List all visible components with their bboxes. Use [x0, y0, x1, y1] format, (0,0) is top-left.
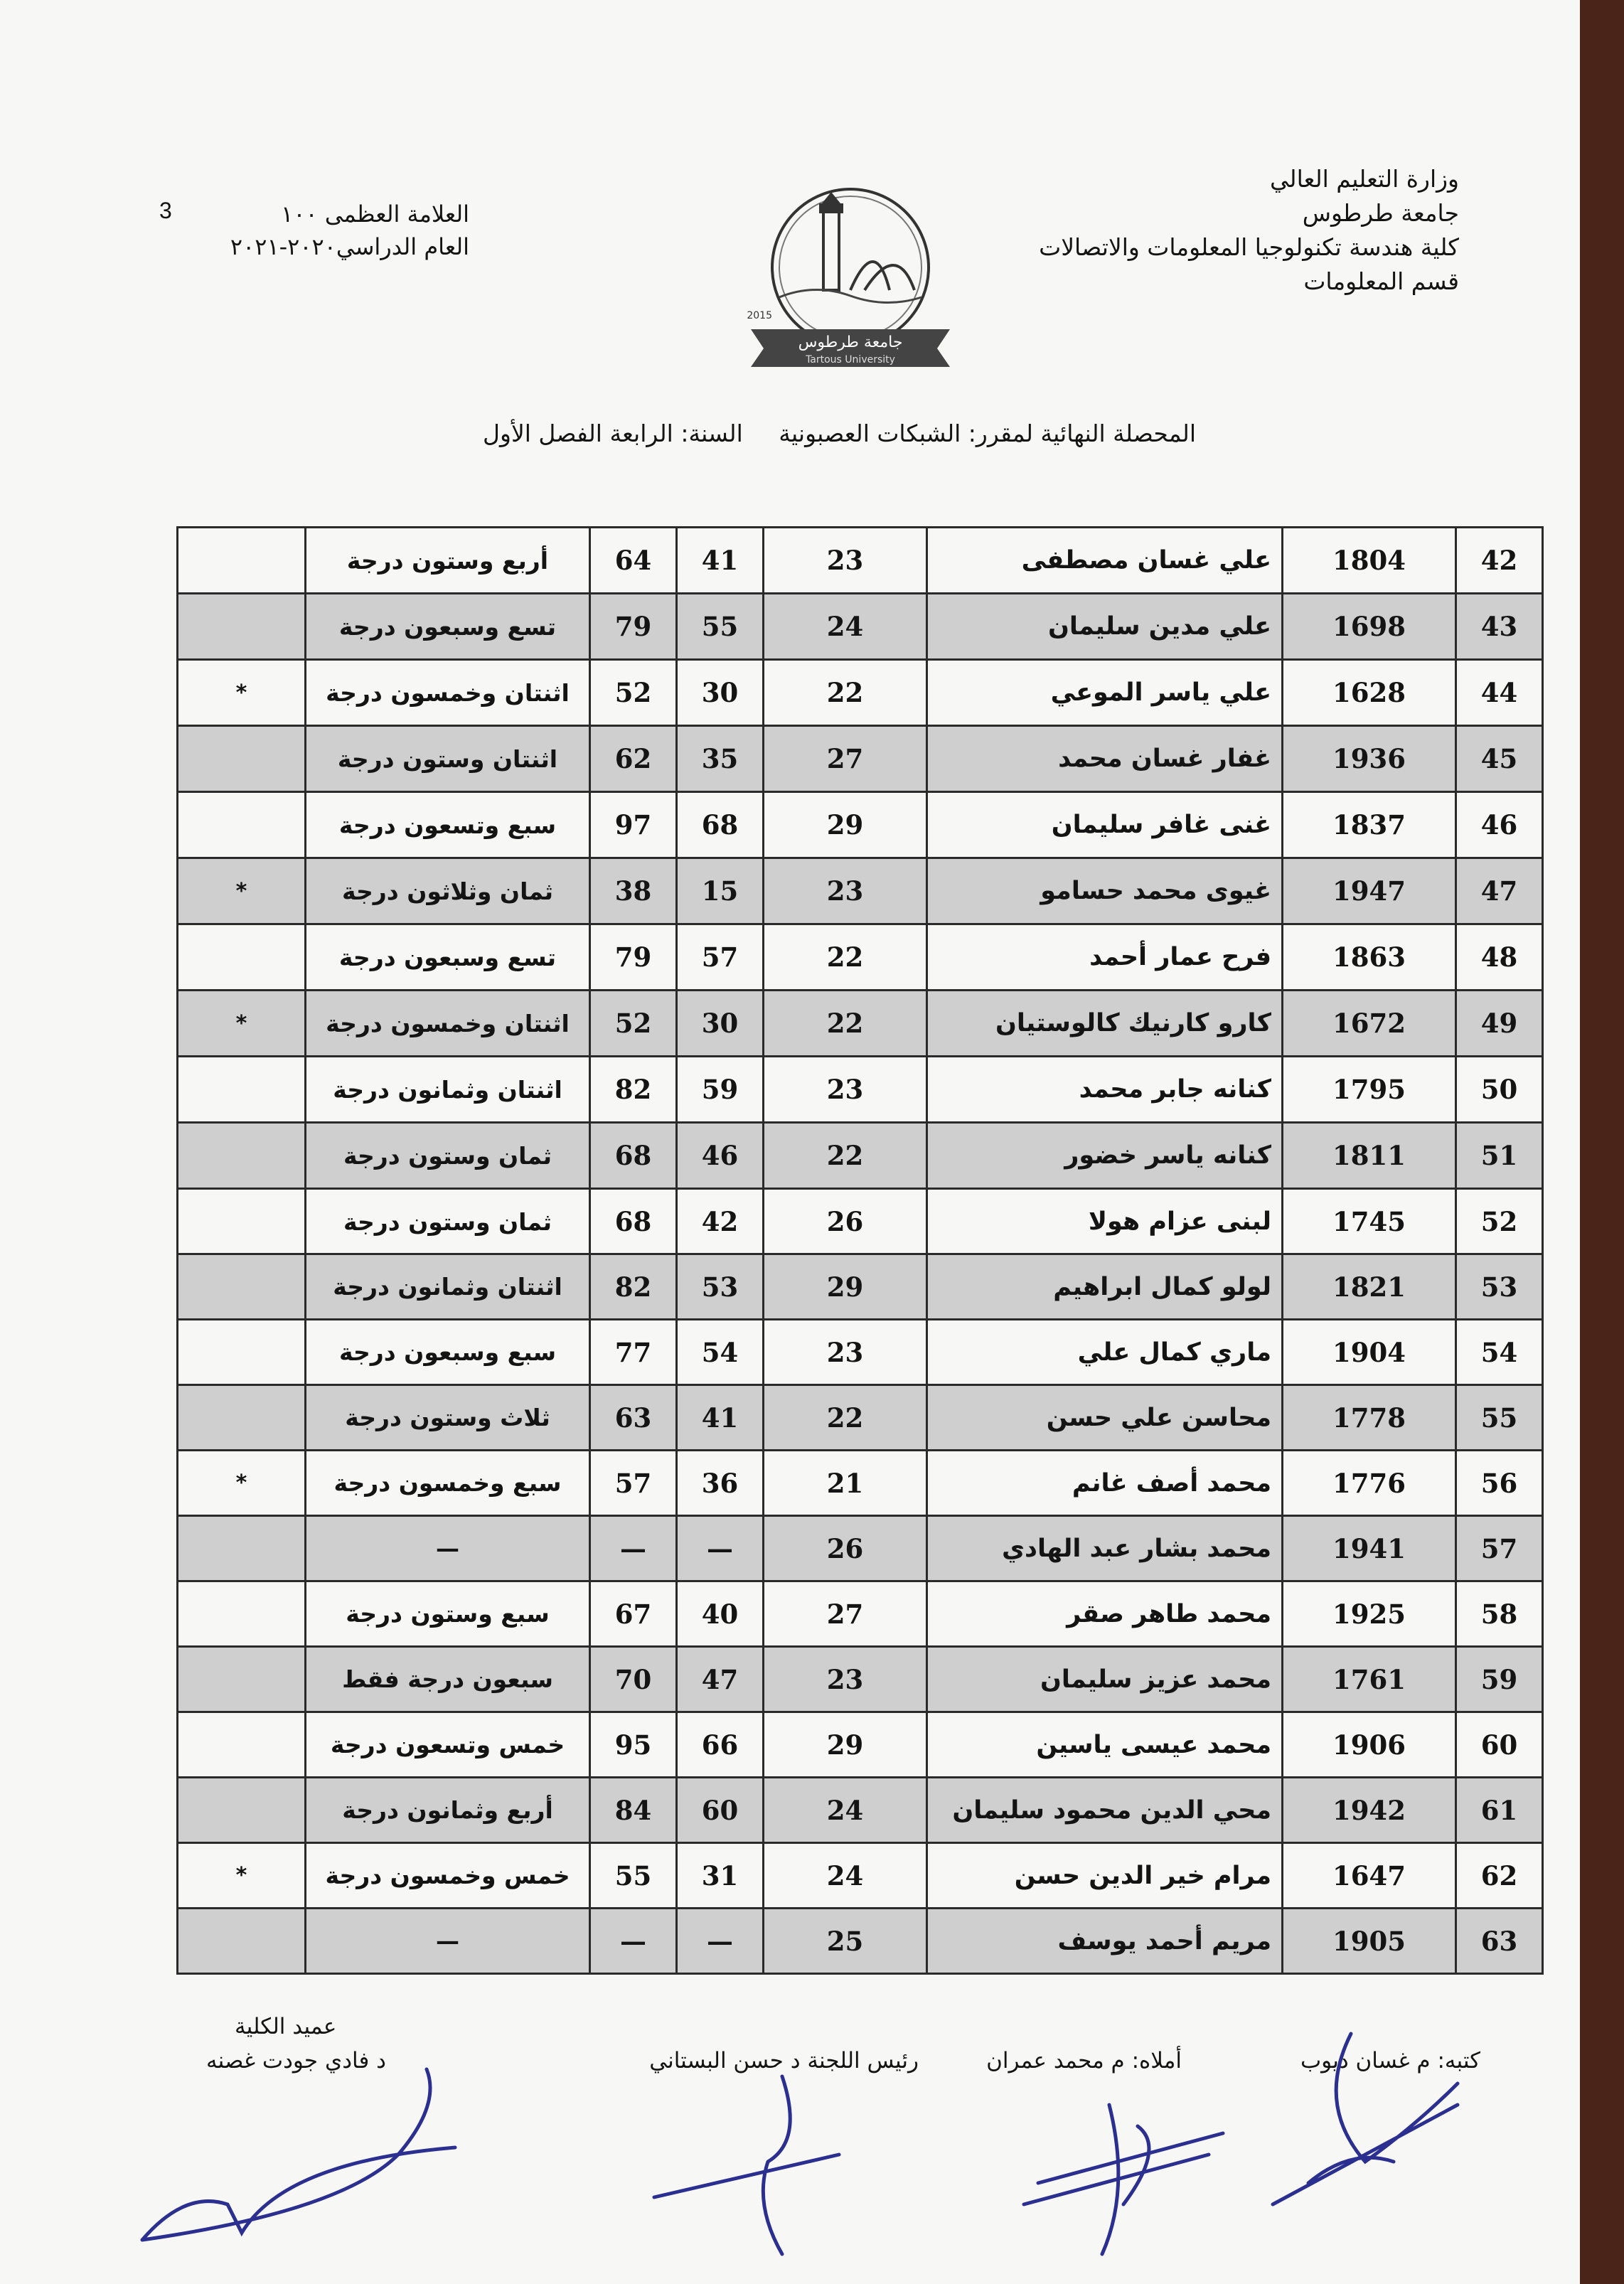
- practical-mark-cell: 23: [764, 1057, 927, 1123]
- student-id-cell: 1905: [1283, 1909, 1456, 1974]
- total-in-words-cell: سبعون درجة فقط: [306, 1647, 590, 1712]
- dean-title: عميد الكلية: [235, 2014, 337, 2039]
- seq-cell: 54: [1456, 1320, 1543, 1385]
- exam-mark-cell: 60: [677, 1778, 764, 1843]
- exam-mark-cell: 53: [677, 1254, 764, 1320]
- course-title: [454, 420, 1196, 447]
- student-name-cell: محمد أصف غانم: [927, 1451, 1283, 1516]
- exam-mark-cell: 54: [677, 1320, 764, 1385]
- student-id-cell: 1778: [1283, 1385, 1456, 1451]
- total-mark-cell: 64: [590, 528, 677, 594]
- total-mark-cell: 68: [590, 1189, 677, 1255]
- total-in-words-cell: ثمان وثلاثون درجة: [306, 858, 590, 924]
- student-name-cell: ماري كمال علي: [927, 1320, 1283, 1385]
- practical-mark-cell: 23: [764, 1647, 927, 1712]
- student-name-cell: غفار غسان محمد: [927, 726, 1283, 792]
- practical-mark-cell: 26: [764, 1516, 927, 1581]
- note-mark-cell: *: [178, 858, 306, 924]
- note-mark-cell: [178, 1778, 306, 1843]
- seq-cell: 43: [1456, 594, 1543, 660]
- practical-mark-cell: 27: [764, 726, 927, 792]
- note-mark-cell: *: [178, 991, 306, 1057]
- practical-mark-cell: 29: [764, 1254, 927, 1320]
- total-mark-cell: —: [590, 1909, 677, 1974]
- writer-signature-label: كتبه: م غسان ديوب: [1300, 2048, 1480, 2074]
- table-row: [178, 1778, 1543, 1843]
- total-mark-cell: 77: [590, 1320, 677, 1385]
- practical-mark-cell: 23: [764, 1320, 927, 1385]
- total-in-words-cell: اثنتان وثمانون درجة: [306, 1057, 590, 1123]
- table-row: [178, 1712, 1543, 1778]
- table-row: [178, 1057, 1543, 1123]
- note-mark-cell: [178, 1057, 306, 1123]
- student-name-cell: كارو كارنيك كالوستيان: [927, 991, 1283, 1057]
- note-mark-cell: [178, 1385, 306, 1451]
- note-mark-cell: *: [178, 660, 306, 726]
- seq-cell: 50: [1456, 1057, 1543, 1123]
- exam-mark-cell: 30: [677, 991, 764, 1057]
- table-row: [178, 858, 1543, 924]
- exam-mark-cell: —: [677, 1516, 764, 1581]
- student-id-cell: 1941: [1283, 1516, 1456, 1581]
- practical-mark-cell: 23: [764, 858, 927, 924]
- exam-mark-cell: 30: [677, 660, 764, 726]
- total-mark-cell: 55: [590, 1843, 677, 1909]
- exam-mark-cell: 40: [677, 1581, 764, 1647]
- student-name-cell: مرام خير الدين حسن: [927, 1843, 1283, 1909]
- committee-head-label: رئيس اللجنة د حسن البستاني: [649, 2048, 919, 2074]
- table-row: [178, 1843, 1543, 1909]
- note-mark-cell: [178, 528, 306, 594]
- seq-cell: 51: [1456, 1123, 1543, 1189]
- table-row: [178, 1254, 1543, 1320]
- total-in-words-cell: سبع وخمسون درجة: [306, 1451, 590, 1516]
- seq-cell: 48: [1456, 924, 1543, 991]
- total-in-words-cell: تسع وسبعون درجة: [306, 594, 590, 660]
- exam-mark-cell: 35: [677, 726, 764, 792]
- table-row: [178, 792, 1543, 858]
- table-row: [178, 1320, 1543, 1385]
- seq-cell: 59: [1456, 1647, 1543, 1712]
- table-row: [178, 1647, 1543, 1712]
- note-mark-cell: [178, 1712, 306, 1778]
- student-name-cell: غيوى محمد حسامو: [927, 858, 1283, 924]
- handwritten-signatures: [0, 2019, 1580, 2284]
- total-mark-cell: 52: [590, 660, 677, 726]
- table-row: [178, 991, 1543, 1057]
- seq-cell: 53: [1456, 1254, 1543, 1320]
- total-in-words-cell: اثنتان وستون درجة: [306, 726, 590, 792]
- exam-mark-cell: 36: [677, 1451, 764, 1516]
- seq-cell: 61: [1456, 1778, 1543, 1843]
- total-mark-cell: 68: [590, 1123, 677, 1189]
- note-mark-cell: *: [178, 1451, 306, 1516]
- practical-mark-cell: 22: [764, 1385, 927, 1451]
- total-in-words-cell: أربع وستون درجة: [306, 528, 590, 594]
- note-mark-cell: [178, 1909, 306, 1974]
- total-in-words-cell: سبع وستون درجة: [306, 1581, 590, 1647]
- seq-cell: 62: [1456, 1843, 1543, 1909]
- practical-mark-cell: 23: [764, 528, 927, 594]
- exam-mark-cell: 55: [677, 594, 764, 660]
- note-mark-cell: [178, 1647, 306, 1712]
- student-name-cell: علي مدين سليمان: [927, 594, 1283, 660]
- student-id-cell: 1776: [1283, 1451, 1456, 1516]
- exam-info-header: [156, 198, 469, 264]
- seq-cell: 58: [1456, 1581, 1543, 1647]
- note-mark-cell: [178, 1581, 306, 1647]
- total-in-words-cell: اثنتان وخمسون درجة: [306, 991, 590, 1057]
- note-mark-cell: [178, 1516, 306, 1581]
- total-mark-cell: 67: [590, 1581, 677, 1647]
- practical-mark-cell: 26: [764, 1189, 927, 1255]
- seq-cell: 45: [1456, 726, 1543, 792]
- student-name-cell: محي الدين محمود سليمان: [927, 1778, 1283, 1843]
- note-mark-cell: [178, 924, 306, 991]
- student-name-cell: محمد طاهر صقر: [927, 1581, 1283, 1647]
- total-in-words-cell: —: [306, 1909, 590, 1974]
- university-line: جامعة طرطوس: [1302, 198, 1459, 227]
- total-in-words-cell: ثمان وستون درجة: [306, 1123, 590, 1189]
- student-id-cell: 1906: [1283, 1712, 1456, 1778]
- student-name-cell: غنى غافر سليمان: [927, 792, 1283, 858]
- table-row: [178, 594, 1543, 660]
- seq-cell: 47: [1456, 858, 1543, 924]
- seq-cell: 49: [1456, 991, 1543, 1057]
- total-in-words-cell: خمس وخمسون درجة: [306, 1843, 590, 1909]
- student-name-cell: كنانه ياسر خضور: [927, 1123, 1283, 1189]
- total-in-words-cell: سبع وسبعون درجة: [306, 1320, 590, 1385]
- note-mark-cell: *: [178, 1843, 306, 1909]
- note-mark-cell: [178, 726, 306, 792]
- exam-mark-cell: 42: [677, 1189, 764, 1255]
- note-mark-cell: [178, 1320, 306, 1385]
- table-row: [178, 1451, 1543, 1516]
- grades-table: [176, 526, 1544, 1256]
- total-mark-cell: 84: [590, 1778, 677, 1843]
- exam-mark-cell: 31: [677, 1843, 764, 1909]
- student-name-cell: علي غسان مصطفى: [927, 528, 1283, 594]
- table-row: [178, 660, 1543, 726]
- student-id-cell: 1745: [1283, 1189, 1456, 1255]
- student-name-cell: محاسن علي حسن: [927, 1385, 1283, 1451]
- table-row: [178, 1516, 1543, 1581]
- student-name-cell: محمد بشار عبد الهادي: [927, 1516, 1283, 1581]
- table-row: [178, 924, 1543, 991]
- student-name-cell: مريم أحمد يوسف: [927, 1909, 1283, 1974]
- practical-mark-cell: 25: [764, 1909, 927, 1974]
- table-row: [178, 1123, 1543, 1189]
- note-mark-cell: [178, 1189, 306, 1255]
- total-mark-cell: 95: [590, 1712, 677, 1778]
- table-row: [178, 726, 1543, 792]
- practical-mark-cell: 24: [764, 1843, 927, 1909]
- student-id-cell: 1698: [1283, 594, 1456, 660]
- table-row: [178, 1581, 1543, 1647]
- course-name: المحصلة النهائية لمقرر: الشبكات العصبونية: [779, 420, 1196, 447]
- dean-name: د فادي جودت غصنه: [206, 2048, 386, 2074]
- seq-cell: 56: [1456, 1451, 1543, 1516]
- exam-mark-cell: 46: [677, 1123, 764, 1189]
- practical-mark-cell: 22: [764, 991, 927, 1057]
- seq-cell: 52: [1456, 1189, 1543, 1255]
- logo-year: 2015: [747, 310, 772, 321]
- total-mark-cell: 52: [590, 991, 677, 1057]
- total-mark-cell: 97: [590, 792, 677, 858]
- table-row: [178, 1385, 1543, 1451]
- exam-mark-cell: 41: [677, 1385, 764, 1451]
- student-id-cell: 1647: [1283, 1843, 1456, 1909]
- practical-mark-cell: 22: [764, 924, 927, 991]
- logo-subtext: Tartous University: [806, 354, 895, 365]
- exam-mark-cell: —: [677, 1909, 764, 1974]
- ministry-line: وزارة التعليم العالي: [1270, 165, 1459, 193]
- practical-mark-cell: 22: [764, 660, 927, 726]
- total-mark-cell: 79: [590, 594, 677, 660]
- seq-cell: 63: [1456, 1909, 1543, 1974]
- seq-cell: 60: [1456, 1712, 1543, 1778]
- student-name-cell: كنانه جابر محمد: [927, 1057, 1283, 1123]
- student-id-cell: 1804: [1283, 528, 1456, 594]
- practical-mark-cell: 29: [764, 792, 927, 858]
- exam-mark-cell: 57: [677, 924, 764, 991]
- seq-cell: 44: [1456, 660, 1543, 726]
- total-mark-cell: 38: [590, 858, 677, 924]
- student-name-cell: فرح عمار أحمد: [927, 924, 1283, 991]
- seq-cell: 55: [1456, 1385, 1543, 1451]
- note-mark-cell: [178, 1123, 306, 1189]
- total-in-words-cell: تسع وسبعون درجة: [306, 924, 590, 991]
- note-mark-cell: [178, 1254, 306, 1320]
- total-in-words-cell: أربع وثمانون درجة: [306, 1778, 590, 1843]
- student-id-cell: 1761: [1283, 1647, 1456, 1712]
- table-row: [178, 528, 1543, 594]
- exam-mark-cell: 59: [677, 1057, 764, 1123]
- total-mark-cell: 82: [590, 1057, 677, 1123]
- student-id-cell: 1811: [1283, 1123, 1456, 1189]
- department-line: قسم المعلومات: [1303, 267, 1459, 295]
- page-number: 3: [159, 198, 172, 223]
- exam-mark-cell: 68: [677, 792, 764, 858]
- max-mark-line: العلامة العظمى ١٠٠: [281, 201, 469, 228]
- student-id-cell: 1936: [1283, 726, 1456, 792]
- practical-mark-cell: 24: [764, 594, 927, 660]
- seq-cell: 57: [1456, 1516, 1543, 1581]
- student-name-cell: لولو كمال ابراهيم: [927, 1254, 1283, 1320]
- exam-mark-cell: 15: [677, 858, 764, 924]
- institution-header: [919, 162, 1459, 298]
- total-in-words-cell: اثنتان وثمانون درجة: [306, 1254, 590, 1320]
- total-in-words-cell: —: [306, 1516, 590, 1581]
- total-mark-cell: —: [590, 1516, 677, 1581]
- total-in-words-cell: خمس وتسعون درجة: [306, 1712, 590, 1778]
- academic-year-line: العام الدراسي٢٠٢٠-٢٠٢١: [230, 233, 469, 261]
- student-id-cell: 1837: [1283, 792, 1456, 858]
- student-id-cell: 1904: [1283, 1320, 1456, 1385]
- total-in-words-cell: اثنتان وخمسون درجة: [306, 660, 590, 726]
- total-in-words-cell: ثمان وستون درجة: [306, 1189, 590, 1255]
- table-row: [178, 1909, 1543, 1974]
- student-name-cell: محمد عزيز سليمان: [927, 1647, 1283, 1712]
- practical-mark-cell: 29: [764, 1712, 927, 1778]
- total-mark-cell: 70: [590, 1647, 677, 1712]
- practical-mark-cell: 27: [764, 1581, 927, 1647]
- practical-mark-cell: 21: [764, 1451, 927, 1516]
- student-id-cell: 1821: [1283, 1254, 1456, 1320]
- logo-text: جامعة طرطوس: [798, 333, 903, 351]
- total-in-words-cell: ثلاث وستون درجة: [306, 1385, 590, 1451]
- total-mark-cell: 79: [590, 924, 677, 991]
- student-id-cell: 1672: [1283, 991, 1456, 1057]
- student-id-cell: 1925: [1283, 1581, 1456, 1647]
- practical-mark-cell: 22: [764, 1123, 927, 1189]
- note-mark-cell: [178, 594, 306, 660]
- student-id-cell: 1942: [1283, 1778, 1456, 1843]
- student-name-cell: علي ياسر الموعي: [927, 660, 1283, 726]
- dictated-by-label: أملاه: م محمد عمران: [986, 2048, 1182, 2074]
- total-in-words-cell: سبع وتسعون درجة: [306, 792, 590, 858]
- student-name-cell: لبنى عزام هولا: [927, 1189, 1283, 1255]
- student-id-cell: 1947: [1283, 858, 1456, 924]
- total-mark-cell: 82: [590, 1254, 677, 1320]
- student-name-cell: محمد عيسى ياسين: [927, 1712, 1283, 1778]
- note-mark-cell: [178, 792, 306, 858]
- student-id-cell: 1795: [1283, 1057, 1456, 1123]
- table-row: [178, 1189, 1543, 1255]
- seq-cell: 42: [1456, 528, 1543, 594]
- year-semester: السنة: الرابعة الفصل الأول: [483, 420, 743, 447]
- total-mark-cell: 63: [590, 1385, 677, 1451]
- total-mark-cell: 57: [590, 1451, 677, 1516]
- practical-mark-cell: 24: [764, 1778, 927, 1843]
- faculty-line: كلية هندسة تكنولوجيا المعلومات والاتصالات: [1039, 233, 1459, 261]
- university-logo: [744, 183, 957, 375]
- student-id-cell: 1863: [1283, 924, 1456, 991]
- student-id-cell: 1628: [1283, 660, 1456, 726]
- exam-mark-cell: 47: [677, 1647, 764, 1712]
- total-mark-cell: 62: [590, 726, 677, 792]
- grades-table-continued: [176, 1253, 1544, 1975]
- exam-mark-cell: 41: [677, 528, 764, 594]
- exam-mark-cell: 66: [677, 1712, 764, 1778]
- seq-cell: 46: [1456, 792, 1543, 858]
